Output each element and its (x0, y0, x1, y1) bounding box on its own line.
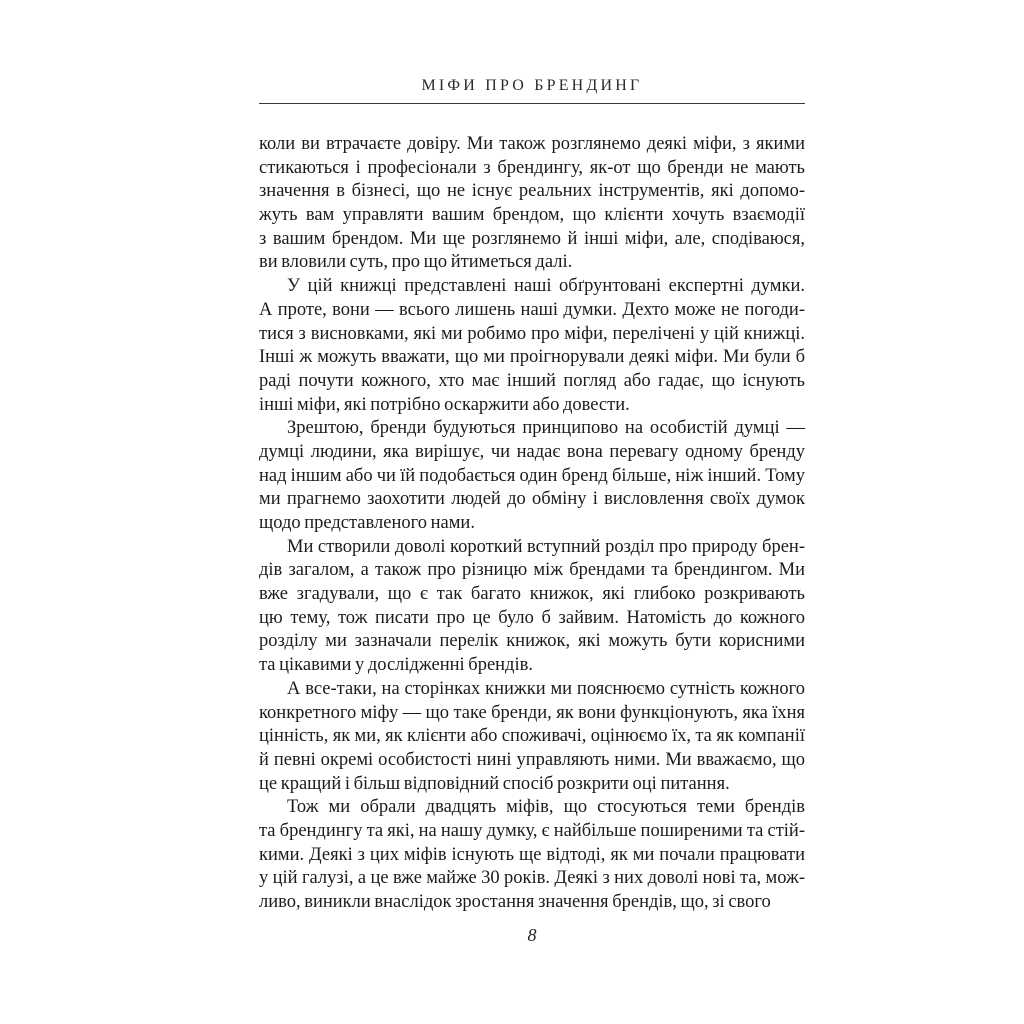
text-line: цю тему, тож писати про це було б зайвим. Натомість до кожного (259, 607, 805, 628)
paragraph (259, 536, 805, 678)
text-line: А проте, вони — всього лишень наші думки. Дехто може не погоди- (259, 299, 805, 320)
text-line: з вашим брендом. Ми ще розглянемо й інші міфи, але, сподіваюся, (259, 228, 805, 249)
text-line: Інші ж можуть вважати, що ми проігнорували деякі міфи. Ми були б (259, 347, 805, 368)
text-line: А все-таки, на сторінках книжки ми пояснюємо сутність кожного (287, 678, 805, 699)
text-line: щодо представленого нами. (259, 513, 475, 533)
text-line: тися з висновками, які ми робимо про міфи, перелічені у цій книжці. (259, 323, 805, 344)
paragraph (259, 133, 805, 275)
text-line: інші міфи, які потрібно оскаржити або довести. (259, 394, 630, 415)
text-line: та брендингу та які, на нашу думку, є найбільше поширеними та стій- (259, 820, 805, 841)
text-line: У цій книжці представлені наші обґрунтовані експертні думки. (287, 276, 805, 297)
paragraph (259, 417, 805, 535)
text-line: Ми створили доволі короткий вступний розділ про природу брен- (287, 536, 805, 557)
text-line: ми прагнемо заохотити людей до обміну і висловлення своїх думок (259, 489, 805, 510)
page-number: 8 (527, 924, 537, 945)
text-line: та цікавими у дослідженні брендів. (259, 655, 533, 676)
text-line: конкретного міфу — що таке бренди, як вони функціонують, яка їхня (259, 702, 805, 723)
body-text (259, 133, 805, 915)
text-line: Тож ми обрали двадцять міфів, що стосуються теми брендів (287, 797, 805, 818)
text-line: Зрештою, бренди будуються принципово на особистій думці — (287, 418, 805, 439)
text-column (259, 76, 805, 946)
text-line: ви вловили суть, про що йтиметься далі. (259, 252, 573, 273)
paragraph (259, 796, 805, 914)
paragraph (259, 678, 805, 796)
header-rule (259, 103, 805, 104)
text-line: ливо, виникли внаслідок зростання значення брендів, що, зі свого (259, 892, 771, 912)
text-line: думці людини, яка вирішує, чи надає вона перевагу одному бренду (259, 441, 805, 462)
text-line: розділу ми зазначали перелік книжок, які можуть бути корисними (259, 631, 805, 652)
text-line: над іншим або чи їй подобається один бренд більше, ніж інший. Тому (259, 465, 805, 486)
text-line: цінність, як ми, як клієнти або споживачі, оцінюємо їх, та як компанії (259, 726, 805, 747)
chapter-title: МІФИ ПРО БРЕНДИНГ (421, 77, 643, 94)
text-line: кими. Деякі з цих міфів існують ще відтоді, як ми почали працювати (259, 844, 805, 865)
paragraph (259, 275, 805, 417)
text-line: значення в бізнесі, що не існує реальних інструментів, які допомо- (259, 181, 805, 202)
text-line: раді почути кожного, хто має інший погляд або гадає, що існують (259, 370, 805, 391)
text-line: дів загалом, а також про різницю між брендами та брендингом. Ми (259, 560, 805, 581)
text-line: жуть вам управляти вашим брендом, що клієнти хочуть взаємодії (259, 205, 805, 226)
running-header (259, 76, 805, 96)
text-line: й певні окремі особистості нині управляють ними. Ми вважаємо, що (259, 749, 805, 770)
text-line: у цій галузі, а це вже майже 30 років. Деякі з них доволі нові та, мож- (259, 868, 805, 889)
text-line: вже згадували, що є так багато книжок, які глибоко розкривають (259, 584, 805, 605)
text-line: коли ви втрачаєте довіру. Ми також розглянемо деякі міфи, з якими (259, 134, 805, 154)
text-line: це кращий і більш відповідний спосіб розкрити оці питання. (259, 773, 730, 794)
text-line: стикаються і професіонали з брендингу, як-от що бренди не мають (259, 157, 805, 178)
